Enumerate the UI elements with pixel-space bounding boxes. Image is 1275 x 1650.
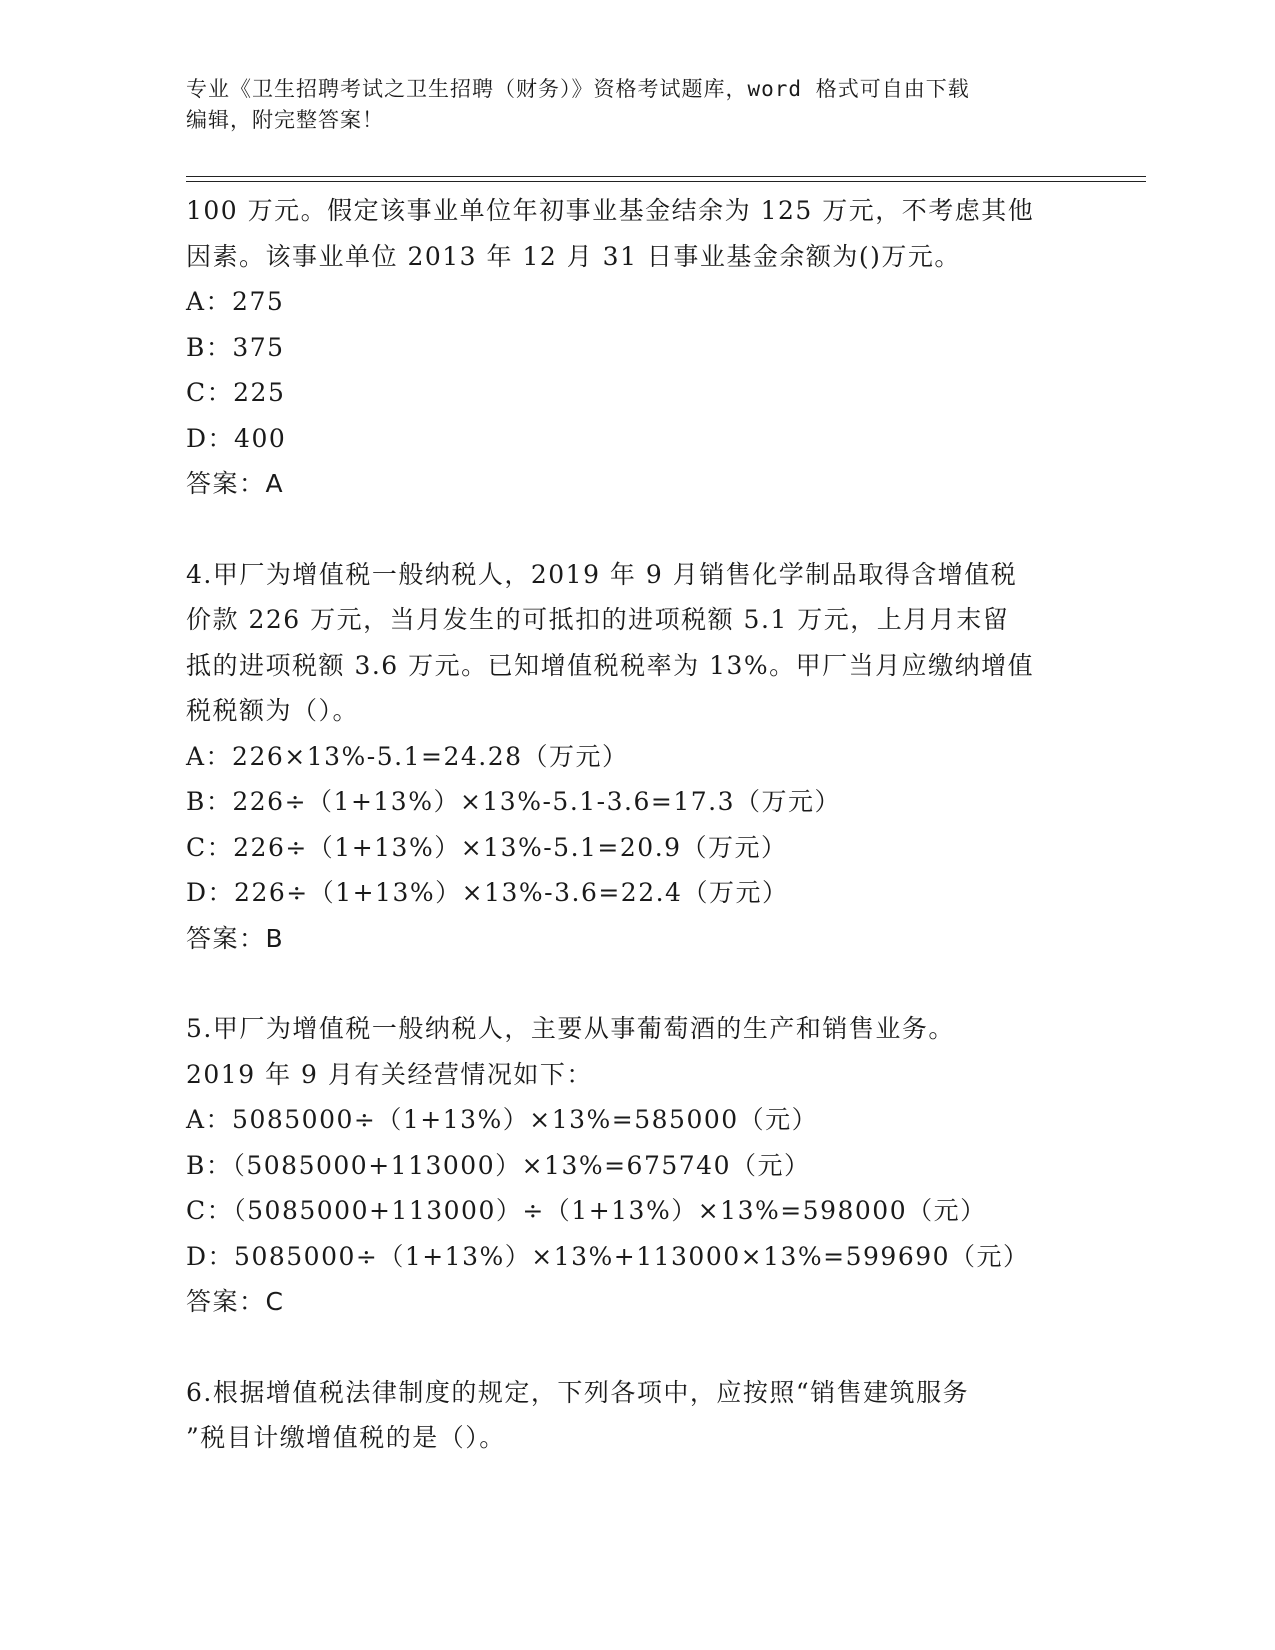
header-line-2: 编辑，附完整答案！ xyxy=(186,108,384,132)
option-b: B：（5085000+113000）×13%=675740（元） xyxy=(186,1150,811,1180)
option-d: D：5085000÷（1+13%）×13%+113000×13%=599690（元） xyxy=(186,1241,1030,1271)
answer-line: 答案：C xyxy=(186,1287,285,1316)
question-4 xyxy=(186,552,1086,962)
question-5 xyxy=(186,1006,1086,1325)
question-text-line: ”税目计缴增值税的是（）。 xyxy=(186,1423,506,1452)
header-line-1: 专业《卫生招聘考试之卫生招聘（财务）》资格考试题库，word 格式可自由下载 xyxy=(186,77,970,101)
document-header xyxy=(186,74,1066,136)
question-6 xyxy=(186,1370,1086,1461)
answer-line: 答案：A xyxy=(186,469,285,498)
header-divider-bottom xyxy=(186,181,1146,182)
document-body xyxy=(186,188,1086,1461)
question-text-line: 5.甲厂为增值税一般纳税人，主要从事葡萄酒的生产和销售业务。 xyxy=(186,1014,955,1043)
option-b: B：226÷（1+13%）×13%-5.1-3.6=17.3（万元） xyxy=(186,787,841,816)
question-text-line: 抵的进项税额 3.6 万元。已知增值税税率为 13%。甲厂当月应缴纳增值 xyxy=(186,650,1035,680)
option-a: A：275 xyxy=(186,287,285,316)
option-a: A：5085000÷（1+13%）×13%=585000（元） xyxy=(186,1105,819,1134)
header-divider-top xyxy=(186,176,1146,177)
question-text-line: 价款 226 万元，当月发生的可抵扣的进项税额 5.1 万元，上月月末留 xyxy=(186,605,1010,634)
spacer xyxy=(186,961,1086,1006)
question-text-line: 因素。该事业单位 2013 年 12 月 31 日事业基金余额为()万元。 xyxy=(186,241,961,271)
option-c: C：（5085000+113000）÷（1+13%）×13%=598000（元） xyxy=(186,1196,987,1225)
question-text-line: 100 万元。假定该事业单位年初事业基金结余为 125 万元，不考虑其他 xyxy=(186,196,1035,225)
option-d: D：226÷（1+13%）×13%-3.6=22.4（万元） xyxy=(186,878,789,907)
question-text-line: 2019 年 9 月有关经营情况如下： xyxy=(186,1059,593,1089)
question-text-line: 6.根据增值税法律制度的规定，下列各项中，应按照“销售建筑服务 xyxy=(186,1377,970,1407)
option-d: D：400 xyxy=(186,423,287,453)
option-c: C：226÷（1+13%）×13%-5.1=20.9（万元） xyxy=(186,832,788,862)
question-text-line: 4.甲厂为增值税一般纳税人，2019 年 9 月销售化学制品取得含增值税 xyxy=(186,559,1018,589)
option-b: B：375 xyxy=(186,332,285,362)
answer-line: 答案：B xyxy=(186,923,285,953)
spacer xyxy=(186,507,1086,552)
spacer xyxy=(186,1325,1086,1370)
option-c: C：225 xyxy=(186,378,286,407)
question-3 xyxy=(186,188,1086,507)
option-a: A：226×13%-5.1=24.28（万元） xyxy=(186,741,629,771)
question-text-line: 税税额为（）。 xyxy=(186,696,360,725)
